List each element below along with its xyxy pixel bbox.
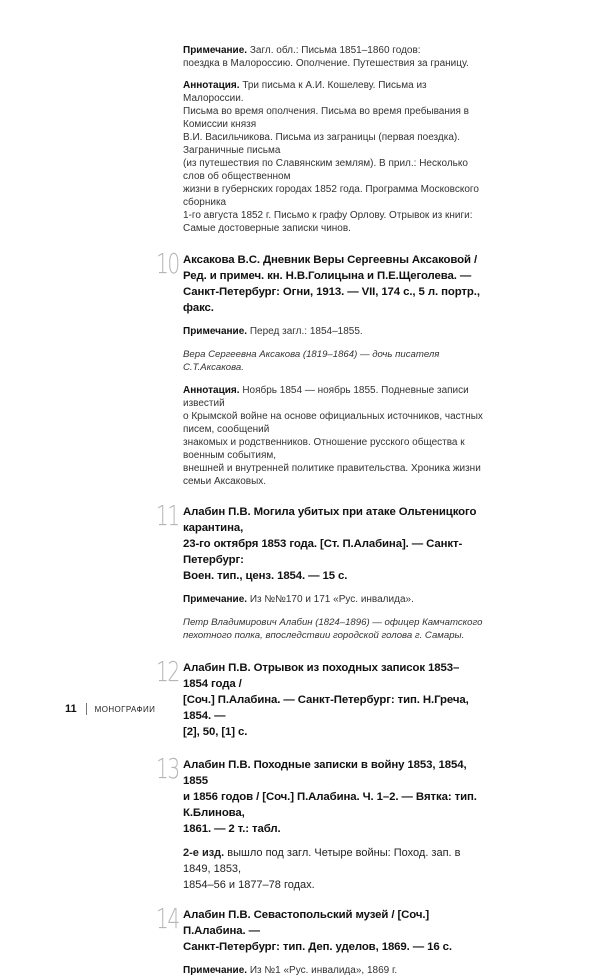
- entry-number: 12: [156, 655, 179, 688]
- edition-text: вышло под загл. Четыре войны: Поход. зап. в 1849, 1853,: [183, 847, 461, 875]
- entry-title-line: Алабин П.В. Походные записки в войну 1853, 1854, 1855: [183, 759, 467, 787]
- edition-label: 2-е изд.: [183, 847, 225, 859]
- annotation-label: Аннотация.: [183, 385, 240, 396]
- entry-title-line: Санкт-Петербург: Огни, 1913. — VII, 174 с., 5 л. портр., факс.: [183, 286, 480, 314]
- annotation-text: жизни в губернских городах 1852 года. Программа Московского сборника: [183, 184, 479, 208]
- entry-title-line: Ред. и примеч. кн. Н.В.Голицына и П.Е.Щеголева. —: [183, 270, 472, 282]
- entry-number: 11: [156, 499, 179, 532]
- footer-divider: [86, 703, 87, 715]
- entry-note: [183, 593, 483, 606]
- note-text: Из №№170 и 171 «Рус. инвалида».: [249, 594, 414, 605]
- entry-title-line: 23-го октября 1853 года. [Ст. П.Алабина]. — Санкт-Петербург:: [183, 538, 463, 566]
- note-text: поездка в Малороссию. Ополчение. Путешествия за границу.: [183, 58, 469, 69]
- content-column: [156, 44, 483, 977]
- annotation-text: о Крымской войне на основе официальных источников, частных писем, сообщений: [183, 411, 483, 435]
- note-text: Перед загл.: 1854–1855.: [249, 326, 363, 337]
- entry-number: 14: [156, 902, 179, 935]
- entry-title-line: Алабин П.В. Могила убитых при атаке Ольтеницкого карантина,: [183, 506, 477, 534]
- note-label: Примечание.: [183, 594, 248, 605]
- entry-number: 13: [156, 752, 179, 785]
- annotation-label: Аннотация.: [183, 80, 240, 91]
- section-name: МОНОГРАФИИ: [94, 704, 156, 714]
- annotation-text: 1-го августа 1852 г. Письмо к графу Орлову. Отрывок из книги:: [183, 210, 473, 221]
- annotation-text: Ноябрь 1854 — ноябрь 1855. Подневные записи известий: [183, 385, 469, 409]
- page-footer: [65, 703, 155, 715]
- author-bio-line: Петр Владимирович Алабин (1824–1896) — офицер Камчатского: [183, 617, 483, 628]
- author-bio: [183, 616, 483, 642]
- page-number: 11: [65, 703, 77, 715]
- edition-note: [183, 845, 483, 893]
- note-label: Примечание.: [183, 45, 248, 56]
- bibliography-entry: [156, 247, 483, 488]
- author-bio: Вера Сергеевна Аксакова (1819–1864) — дочь писателя С.Т.Аксакова.: [183, 349, 440, 373]
- entry-note: [183, 964, 483, 977]
- bibliography-entry: [156, 752, 483, 893]
- entry-title: [183, 252, 483, 316]
- entry-title: [183, 907, 483, 955]
- annotation-text: В.И. Васильчикова. Письма из заграницы (первая поездка). Заграничные письма: [183, 132, 461, 156]
- entry-title-line: Алабин П.В. Севастопольский музей / [Соч.] П.Алабина. —: [183, 909, 430, 937]
- entry-title-line: Санкт-Петербург: тип. Деп. уделов, 1869. — 16 с.: [183, 941, 452, 953]
- bibliography-entry: [156, 655, 483, 740]
- note-label: Примечание.: [183, 965, 248, 976]
- entry-title-line: Аксакова В.С. Дневник Веры Сергеевны Аксаковой /: [183, 254, 478, 266]
- entry-title: [183, 757, 483, 837]
- entry-note: [183, 325, 483, 338]
- entry-title-line: 1861. — 2 т.: табл.: [183, 823, 281, 835]
- annotation-text: знакомых и родственников. Отношение русского общества к военным событиям,: [183, 437, 465, 461]
- top-note: [183, 44, 483, 70]
- annotation-text: Письма во время ополчения. Письма во время пребывания в Комиссии князя: [183, 106, 469, 130]
- entry-title-line: [2], 50, [1] с.: [183, 726, 248, 738]
- entry-title-line: Алабин П.В. Отрывок из походных записок 1853–1854 года /: [183, 662, 460, 690]
- entry-number: 10: [156, 247, 179, 280]
- bibliography-entry: [156, 902, 483, 977]
- annotation-text: (из путешествия по Славянским землям). В прил.: Несколько слов об общественном: [183, 158, 468, 182]
- note-text: Из №1 «Рус. инвалида», 1869 г.: [249, 965, 398, 976]
- note-label: Примечание.: [183, 326, 248, 337]
- annotation-text: Самые достоверные записки чинов.: [183, 223, 351, 234]
- entry-annotation: [183, 384, 483, 488]
- annotation-text: Три письма к А.И. Кошелеву. Письма из Малороссии.: [183, 80, 427, 104]
- entry-title-line: Воен. тип., ценз. 1854. — 15 с.: [183, 570, 348, 582]
- annotation-text: внешней и внутренней политике правительства. Хроника жизни семьи Аксаковых.: [183, 463, 481, 487]
- entry-title: [183, 660, 483, 740]
- note-text: Загл. обл.: Письма 1851–1860 годов:: [249, 45, 421, 56]
- edition-text: 1854–56 и 1877–78 годах.: [183, 879, 315, 891]
- entry-title-line: и 1856 годов / [Соч.] П.Алабина. Ч. 1–2. — Вятка: тип. К.Блинова,: [183, 791, 477, 819]
- entry-title: [183, 504, 483, 584]
- entry-title-line: [Соч.] П.Алабина. — Санкт-Петербург: тип. Н.Греча, 1854. —: [183, 694, 469, 722]
- author-bio-line: пехотного полка, впоследствии городской голова г. Самары.: [183, 630, 465, 641]
- top-annotation: [183, 79, 483, 235]
- bibliography-entry: [156, 499, 483, 642]
